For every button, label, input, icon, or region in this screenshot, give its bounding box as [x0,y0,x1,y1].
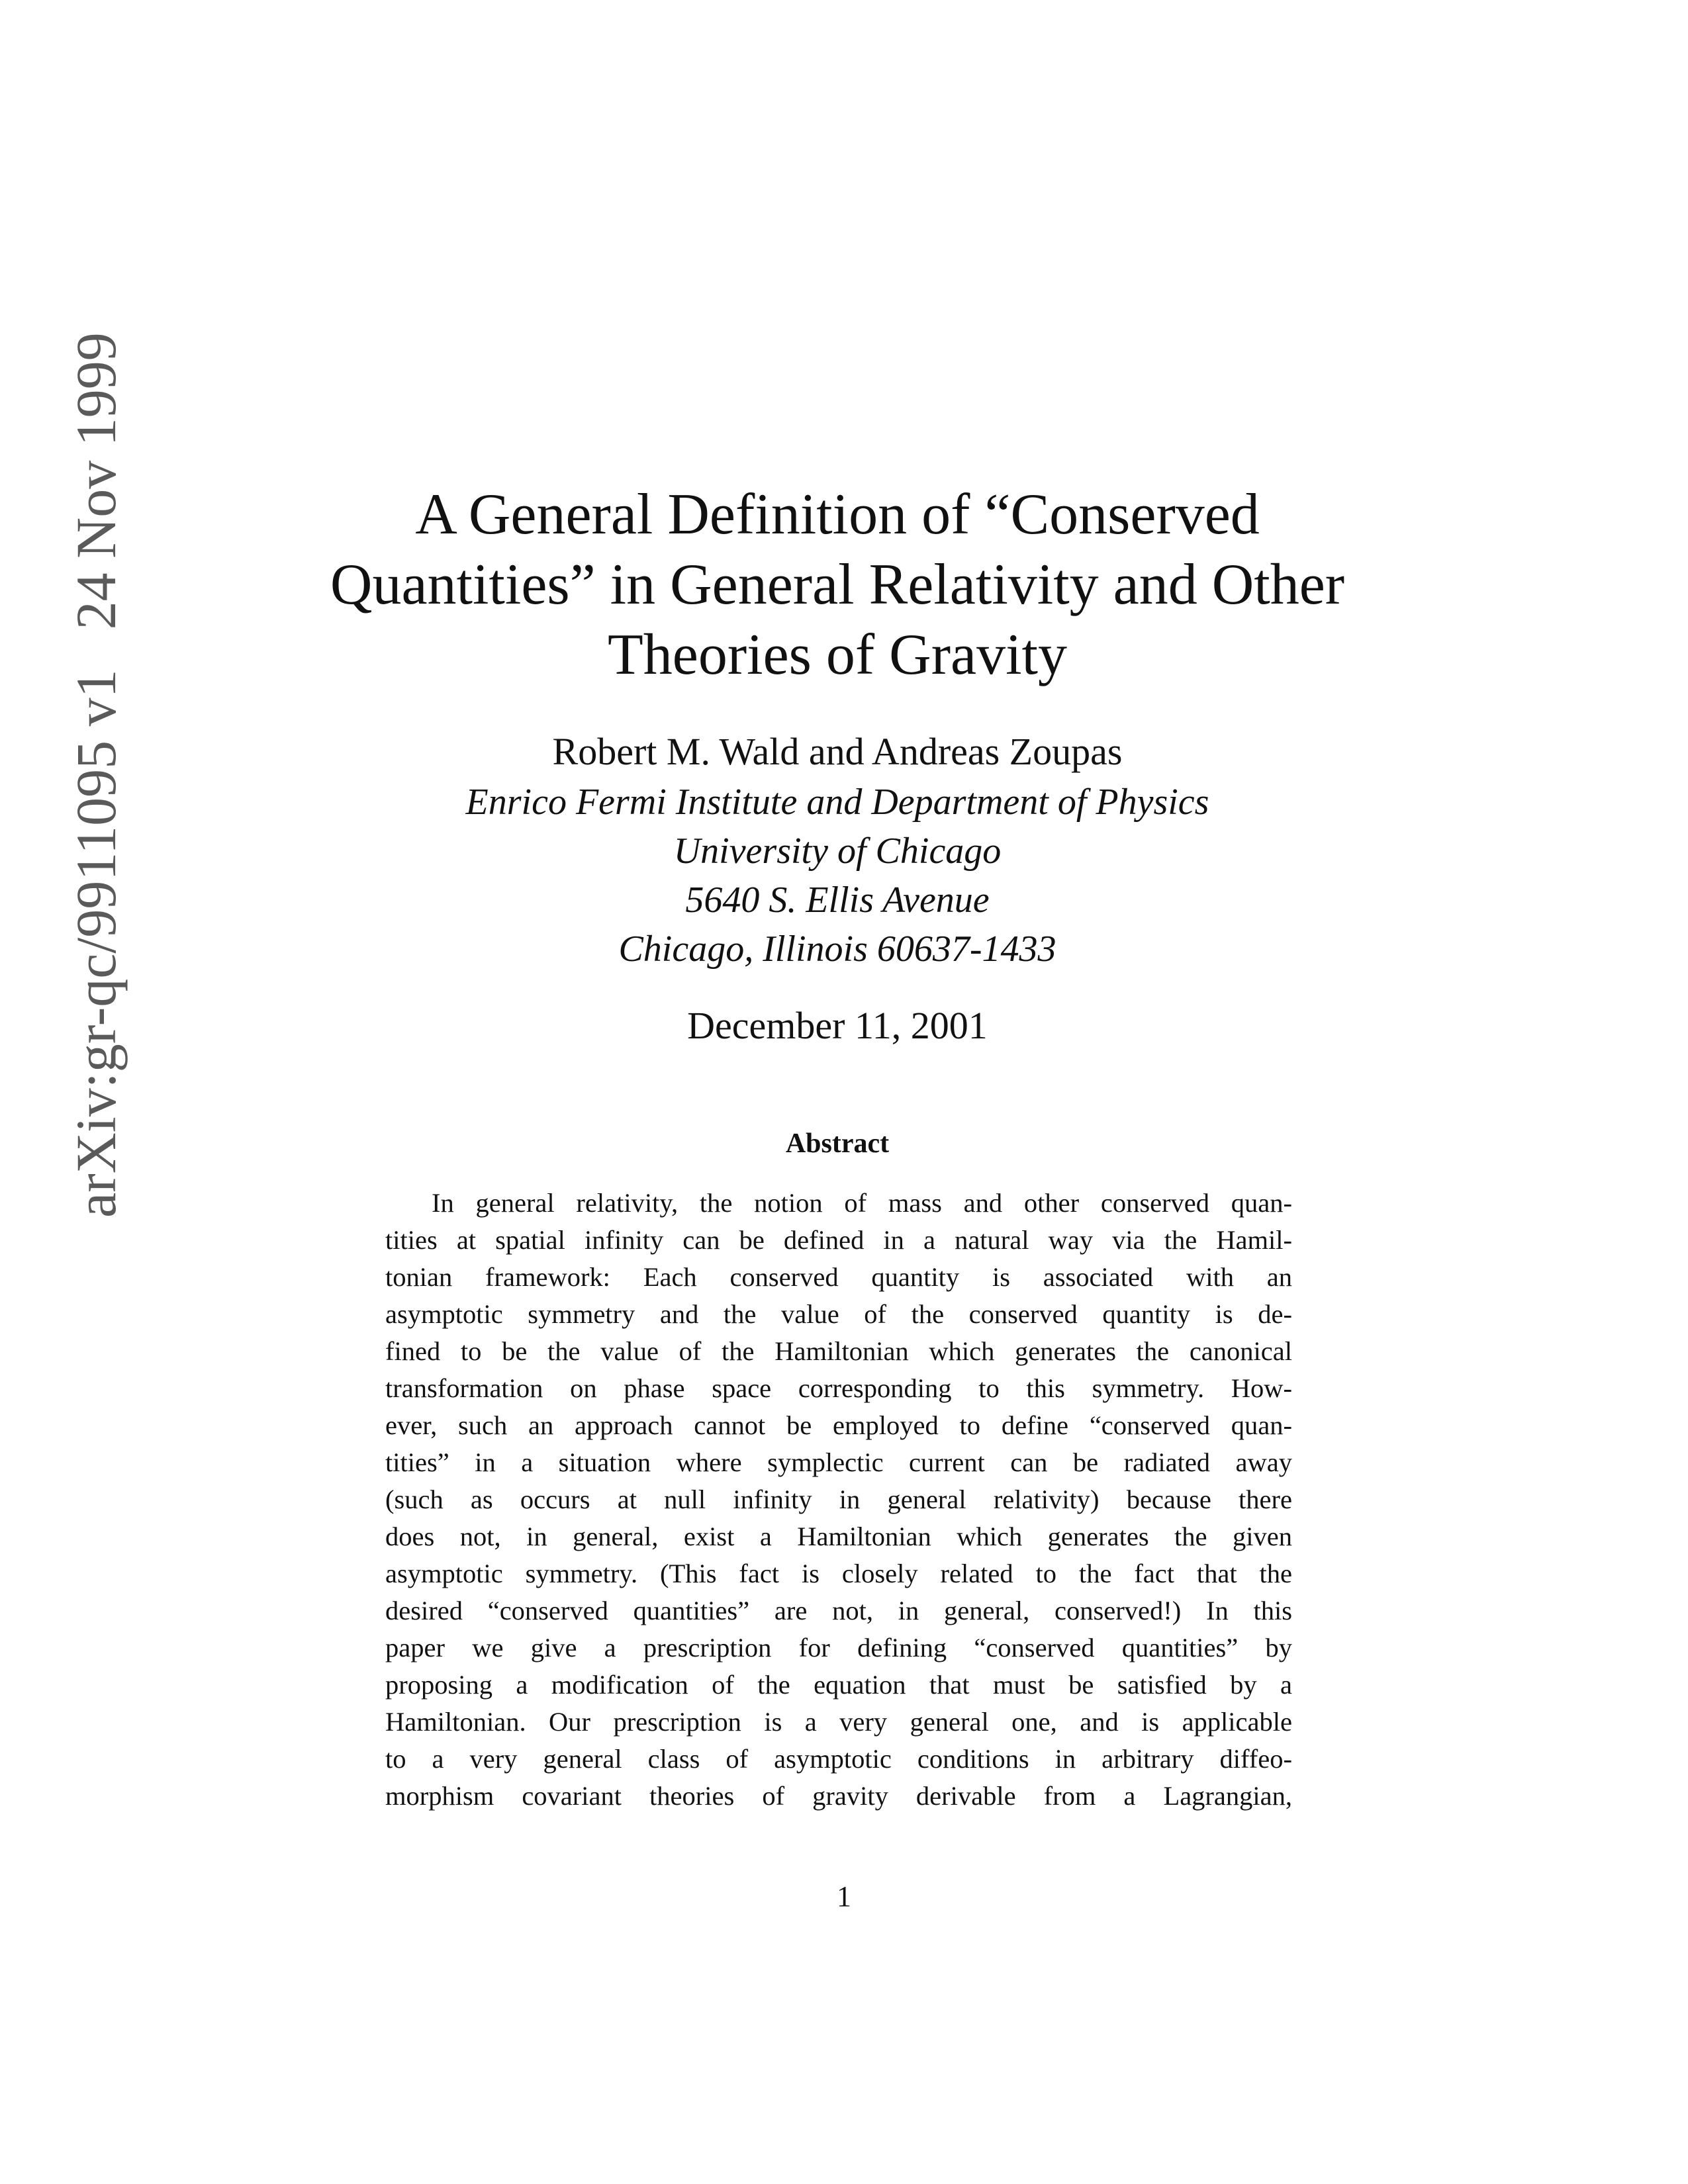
paper-date: December 11, 2001 [687,1004,988,1047]
abstract-line: asymptotic symmetry and the value of the conserved quantity is de- [385,1299,1292,1329]
abstract-line: fined to be the value of the Hamiltonian which generates the canonical [385,1336,1292,1366]
abstract-line: (such as occurs at null infinity in general relativity) because there [385,1484,1292,1514]
arxiv-side-stamp [60,332,132,1218]
abstract-line: tities” in a situation where symplectic current can be radiated away [385,1447,1292,1477]
abstract-line: morphism covariant theories of gravity derivable from a Lagrangian, [385,1781,1292,1811]
affiliation-line-1: Enrico Fermi Institute and Department of Physics [465,782,1209,823]
abstract-line: In general relativity, the notion of mass and other conserved quan- [432,1188,1292,1218]
affiliation-line-2: University of Chicago [673,831,1002,872]
affiliation-line-3: 5640 S. Ellis Avenue [685,880,990,921]
title-line-1: A General Definition of “Conserved [415,482,1260,547]
abstract-line: tonian framework: Each conserved quantity is associated with an [385,1262,1292,1292]
abstract-body [385,1185,1292,1815]
title-line-2: Quantities” in General Relativity and Other [330,553,1345,617]
abstract-line: ever, such an approach cannot be employed to define “conserved quan- [385,1410,1292,1440]
abstract-line: Hamiltonian. Our prescription is a very general one, and is applicable [385,1707,1292,1737]
authors: Robert M. Wald and Andreas Zoupas [552,730,1123,773]
abstract-line: to a very general class of asymptotic conditions in arbitrary diffeo- [385,1744,1292,1774]
abstract-line: paper we give a prescription for defining “conserved quantities” by [385,1633,1292,1662]
abstract-line: asymptotic symmetry. (This fact is closely related to the fact that the [385,1559,1292,1588]
abstract-line: tities at spatial infinity can be defined in a natural way via the Hamil- [385,1225,1292,1255]
abstract-line: does not, in general, exist a Hamiltonian which generates the given [385,1522,1292,1551]
abstract-line: transformation on phase space corresponding to this symmetry. How- [385,1373,1292,1403]
affiliation-line-4: Chicago, Illinois 60637-1433 [618,929,1056,970]
arxiv-id: arXiv:gr-qc/9911095 v1 [64,669,128,1218]
abstract-line: proposing a modification of the equation that must be satisfied by a [385,1670,1292,1700]
paper-title [305,480,1370,690]
abstract-heading: Abstract [785,1128,890,1159]
abstract-line: desired “conserved quantities” are not, in general, conserved!) In this [385,1596,1292,1625]
arxiv-date: 24 Nov 1999 [64,332,128,630]
affiliation [305,778,1370,974]
title-line-3: Theories of Gravity [608,623,1067,687]
page-number: 1 [837,1880,851,1913]
